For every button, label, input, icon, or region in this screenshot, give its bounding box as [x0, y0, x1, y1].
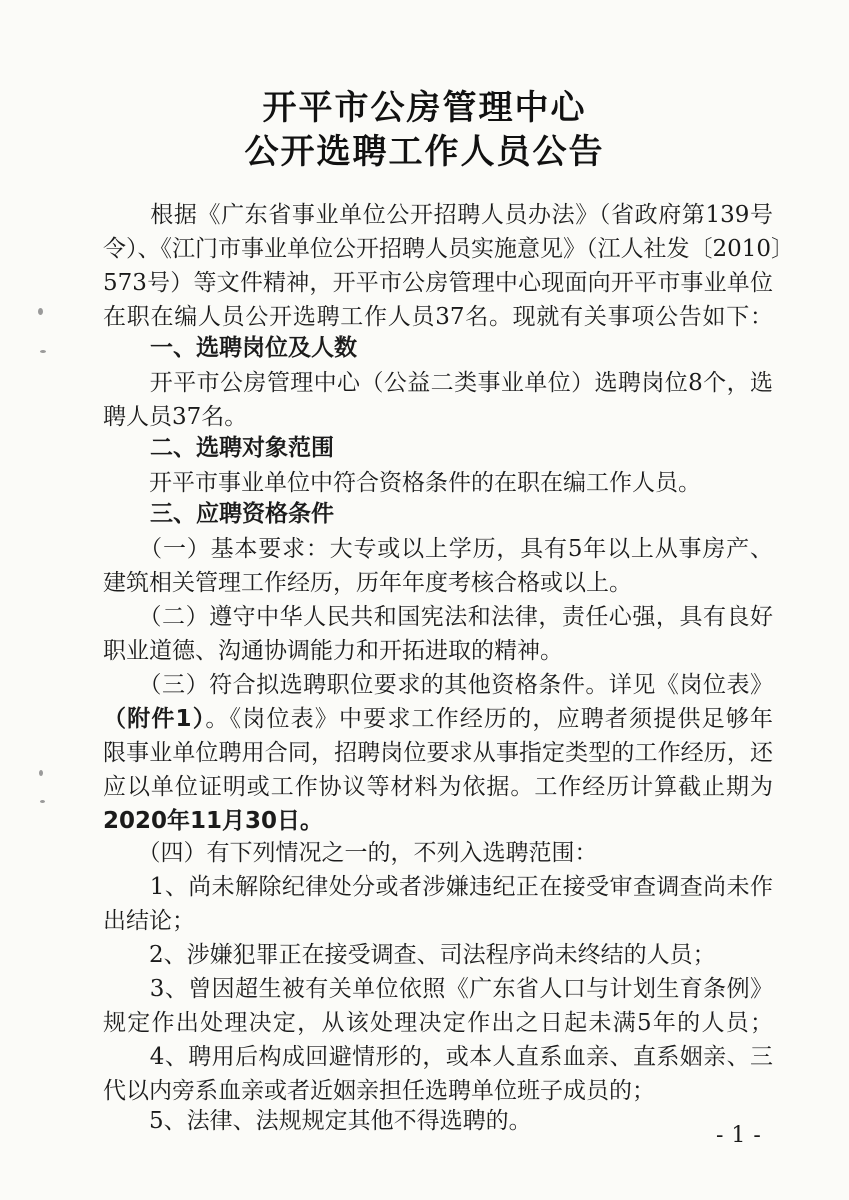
scan-speck [40, 800, 45, 803]
s3-item3-line-1: （三）符合拟选聘职位要求的其他资格条件。详见《岗位表》 [103, 672, 773, 698]
page-number: -1- [716, 1123, 769, 1148]
s3-item1-line-1: （一）基本要求：大专或以上学历，具有5年以上从事房产、 [103, 536, 773, 562]
intro-line-4: 在职在编人员公开选聘工作人员37名。现就有关事项公告如下： [103, 304, 773, 330]
s3-item2-line-1: （二）遵守中华人民共和国宪法和法律，责任心强，具有良好 [103, 604, 773, 630]
intro-line-3: 573号）等文件精神，开平市公房管理中心现面向开平市事业单位 [103, 270, 773, 296]
exclusion-line-8: 5、法律、法规规定其他不得选聘的。 [103, 1108, 532, 1134]
document-title-line1: 开平市公房管理中心 [262, 88, 587, 128]
exclusion-line-4: 3、曾因超生被有关单位依照《广东省人口与计划生育条例》 [103, 976, 773, 1002]
scan-speck [38, 308, 43, 315]
s3-item3-deadline: 2020年11月30日。 [103, 808, 324, 834]
exclusion-line-6: 4、聘用后构成回避情形的，或本人直系血亲、直系姻亲、三 [103, 1044, 773, 1070]
document-title-line2: 公开选聘工作人员公告 [244, 132, 605, 172]
exclusion-line-2: 出结论； [103, 908, 195, 934]
s3-item2-line-2: 职业道德、沟通协调能力和开拓进取的精神。 [103, 638, 563, 664]
exclusion-line-7: 代以内旁系血亲或者近姻亲担任选聘单位班子成员的； [103, 1078, 655, 1104]
intro-line-2: 令）、《江门市事业单位公开招聘人员实施意见》（江人社发〔2010〕 [103, 236, 795, 262]
exclusion-line-3: 2、涉嫌犯罪正在接受调查、司法程序尚未终结的人员； [103, 942, 716, 968]
s3-item3-line-3: 限事业单位聘用合同，招聘岗位要求从事指定类型的工作经历，还 [103, 740, 773, 766]
s3-item3-line-2-text: 。《岗位表》中要求工作经历的，应聘者须提供足够年 [205, 706, 774, 732]
s3-item1-line-2: 建筑相关管理工作经历，历年年度考核合格或以上。 [103, 570, 632, 596]
section1-heading: 一、选聘岗位及人数 [150, 335, 357, 361]
scan-speck [39, 770, 43, 776]
scan-speck [40, 350, 46, 353]
exclusion-line-5: 规定作出处理决定，从该处理决定作出之日起未满5年的人员； [103, 1010, 773, 1036]
s3-item3-line-2 [103, 702, 773, 736]
section2-heading: 二、选聘对象范围 [150, 435, 334, 461]
section1-text-line-2: 聘人员37名。 [103, 404, 248, 430]
section2-text: 开平市事业单位中符合资格条件的在职在编工作人员。 [103, 470, 701, 496]
section3-heading: 三、应聘资格条件 [150, 501, 334, 527]
exclusion-line-1: 1、尚未解除纪律处分或者涉嫌违纪正在接受审查调查尚未作 [103, 874, 773, 900]
s3-item3-line-4: 应以单位证明或工作协议等材料为依据。工作经历计算截止期为 [103, 774, 773, 800]
section1-text-line-1: 开平市公房管理中心（公益二类事业单位）选聘岗位8个，选 [103, 370, 773, 396]
attachment-ref: （附件1） [103, 706, 206, 732]
intro-line-1: 根据《广东省事业单位公开招聘人员办法》（省政府第139号 [103, 202, 773, 228]
s3-item4-intro: （四）有下列情况之一的，不列入选聘范围： [103, 840, 598, 866]
